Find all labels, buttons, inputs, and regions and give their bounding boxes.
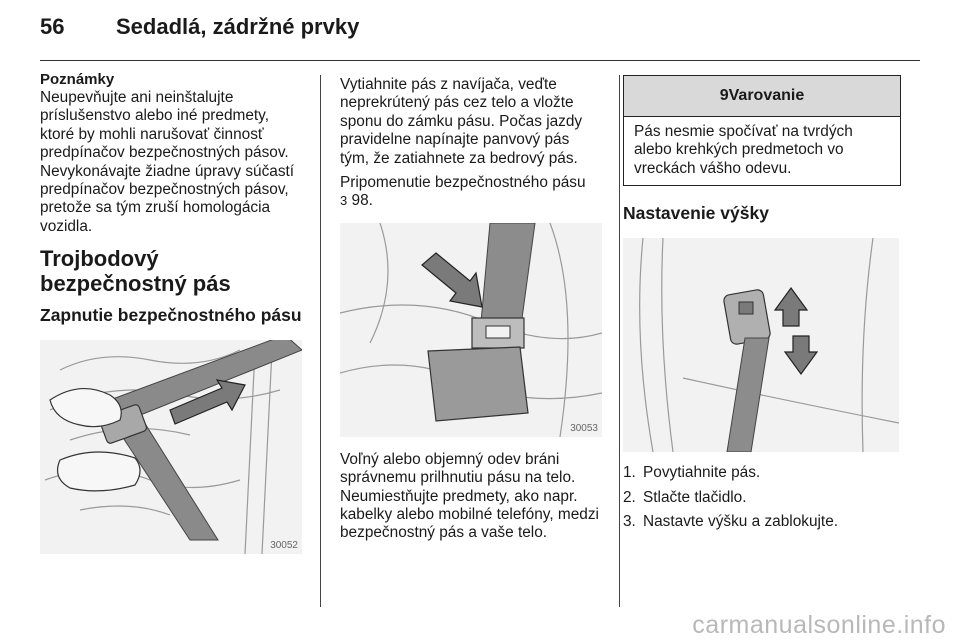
- height-adjust-drawing: [623, 238, 899, 452]
- column-middle: [340, 76, 602, 543]
- warning-text: Pás nesmie spočívať na tvrdých alebo krehkých predmetoch vo vreckách vášho odevu.: [634, 123, 853, 177]
- reminder-text: [340, 174, 602, 211]
- page-number: 56: [40, 14, 65, 39]
- clothing-note: Voľný alebo objemný odev bráni správnemu prilhnutiu pásu na telo. Neumiestňujte predmety, ako napr. kabelky alebo mobilné telefóny, medzi bezpečnostný pás a vaše telo.: [340, 450, 599, 542]
- page-header: [40, 14, 920, 52]
- buckle-illustration: [340, 223, 602, 437]
- column-divider-right: [619, 75, 620, 607]
- page-reference-icon: 3: [340, 193, 348, 209]
- list-item: 1. Povytiahnite pás.: [623, 464, 761, 482]
- subsection-heading: Zapnutie bezpečnostného pásu: [40, 305, 302, 326]
- section-heading: Trojbodový bezpečnostný pás: [40, 246, 231, 297]
- header-rule: [40, 60, 920, 61]
- fastening-instructions: Vytiahnite pás z navíjača, veďte neprekrútený pás cez telo a vložte sponu do zámku pásu. Počas jazdy pravidelne napínajte panvový pás tým, že zatiahnete za bedrový pás.: [340, 76, 583, 167]
- watermark: carmanualsonline.info: [692, 611, 946, 639]
- warning-icon: 9: [719, 87, 729, 104]
- height-adjust-heading: Nastavenie výšky: [623, 203, 769, 224]
- warning-header: [624, 76, 900, 117]
- height-adjust-steps: [623, 464, 901, 531]
- belt-fastening-drawing: [40, 340, 302, 554]
- figure-number: 30053: [570, 422, 598, 434]
- page-reference[interactable]: 98.: [351, 192, 373, 210]
- warning-title: Varovanie: [728, 87, 805, 104]
- chapter-title: Sedadlá, zádržné prvky: [116, 14, 360, 39]
- column-right: [623, 76, 901, 537]
- height-adjust-illustration: [623, 238, 899, 452]
- note-text: Neupevňujte ani neinštalujte príslušenstvo alebo iné predmety, ktoré by mohli narušovať činnosť predpínačov bezpečnostných pásov. Nevykonávajte žiadne úpravy súčastí predpínačov bezpečnostných pásov, pretože sa tým zruší homologácia vozidla.: [40, 89, 295, 235]
- column-left: [40, 70, 302, 554]
- reminder-label: Pripomenutie bezpečnostného pásu: [340, 174, 586, 192]
- list-item: 3. Nastavte výšku a zablokujte.: [623, 513, 839, 531]
- figure-number: 30052: [270, 540, 298, 552]
- warning-box: [623, 75, 901, 186]
- buckle-drawing: [340, 223, 602, 437]
- column-divider-left: [320, 75, 321, 607]
- list-item: 2. Stlačte tlačidlo.: [623, 488, 747, 506]
- note-title: Poznámky: [40, 71, 115, 88]
- belt-fastening-illustration: [40, 340, 302, 554]
